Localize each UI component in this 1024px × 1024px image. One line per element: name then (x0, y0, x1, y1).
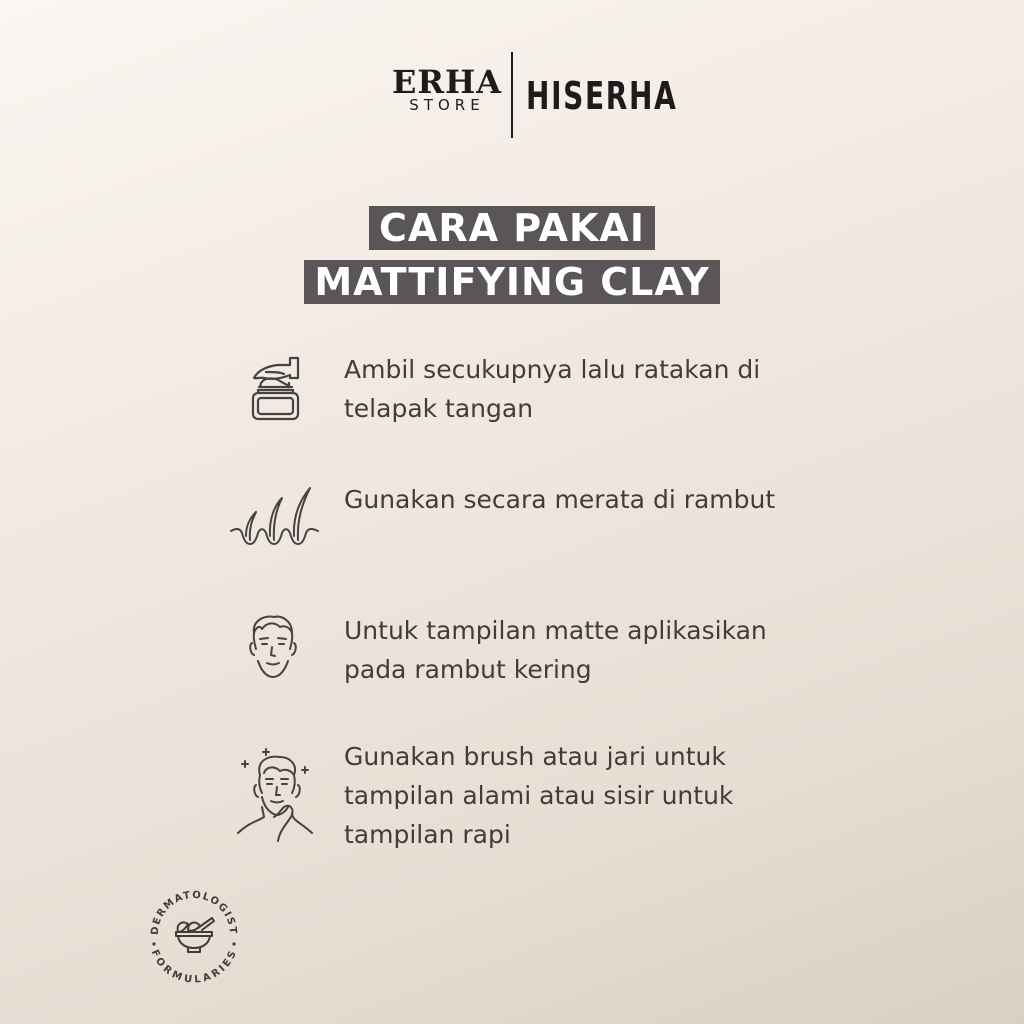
page-title (0, 206, 1024, 304)
erha-store-logo (392, 63, 503, 114)
erha-logo-text: ERHA (392, 63, 503, 101)
step-1-text: Ambil secukupnya lalu ratakan di telapak tangan (344, 355, 761, 423)
step-2-text: Gunakan secara merata di rambut (344, 485, 776, 514)
dermatologist-formularies-badge (142, 882, 246, 986)
step-3-text: Untuk tampilan matte aplikasikan pada rambut kering (344, 616, 767, 684)
logo-divider (511, 52, 513, 138)
step-4-text: Gunakan brush atau jari untuk tampilan alami atau sisir untuk tampilan rapi (344, 742, 734, 849)
brand-logos (0, 52, 1024, 140)
man-face-sparkle-icon (228, 737, 328, 837)
hiserha-logo: HISERHA (526, 74, 678, 118)
svg-text:FORMULARIES: FORMULARIES (148, 948, 240, 986)
hand-over-jar-icon (228, 350, 328, 450)
svg-text:DERMATOLOGIST: DERMATOLOGIST (149, 889, 239, 936)
title-line-2: MATTIFYING CLAY (304, 260, 719, 304)
hair-follicle-icon (228, 480, 328, 580)
store-logo-text: STORE (409, 96, 485, 114)
man-face-icon (228, 611, 328, 711)
mortar-pestle-icon (142, 882, 246, 986)
title-line-1: CARA PAKAI (369, 206, 655, 250)
